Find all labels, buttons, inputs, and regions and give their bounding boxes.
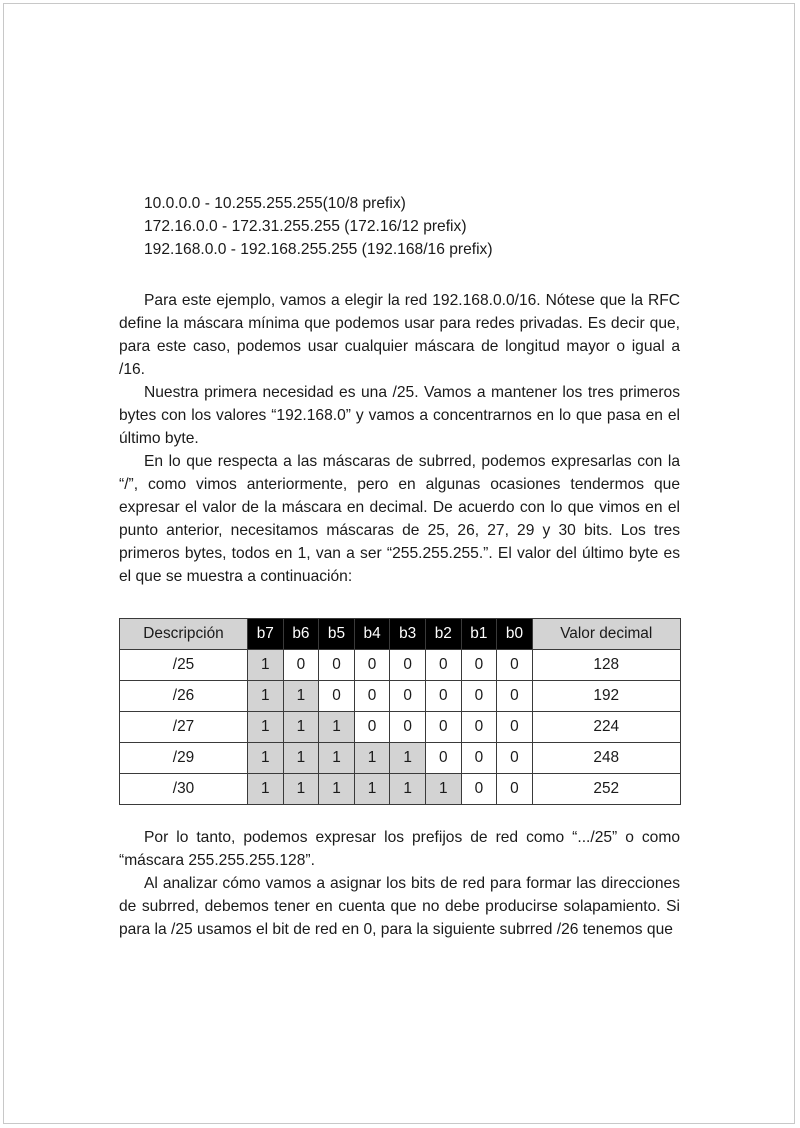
header-bit: b3	[390, 619, 426, 650]
cell-bit: 0	[390, 681, 426, 712]
header-bit: b2	[425, 619, 461, 650]
cell-bit: 0	[425, 743, 461, 774]
paragraph-prefix-expression: Por lo tanto, podemos expresar los prefijos de red como “.../25” o como “máscara 255.255.255.128”.	[119, 829, 680, 869]
cell-bit: 0	[319, 650, 355, 681]
cell-bit: 0	[497, 650, 533, 681]
table-row	[120, 650, 681, 681]
paragraph-subnet-masks: En lo que respecta a las máscaras de subrred, podemos expresarlas con la “/”, como vimos anteriormente, pero en algunas ocasiones tendermos que expresar el valor de la máscara en decimal. De acuerdo con lo que vimos en el punto anterior, necesitamos máscaras de 25, 26, 27, 29 y 30 bits. Los tres primeros bytes, todos en 1, van a ser “255.255.255.”. El valor del último byte es el que se muestra a continuación:	[119, 453, 680, 585]
document-body-top	[119, 190, 680, 588]
header-decimal: Valor decimal	[532, 619, 680, 650]
cell-description: /26	[120, 681, 248, 712]
cell-bit: 1	[248, 712, 284, 743]
cell-bit: 1	[390, 743, 426, 774]
document-body-bottom	[119, 826, 680, 941]
cell-bit: 0	[283, 650, 319, 681]
cell-bit: 1	[319, 743, 355, 774]
cell-decimal: 128	[532, 650, 680, 681]
cell-bit: 0	[461, 650, 497, 681]
header-bit: b7	[248, 619, 284, 650]
table-row	[120, 774, 681, 805]
cell-bit: 0	[354, 681, 390, 712]
cell-bit: 0	[497, 774, 533, 805]
cell-bit: 1	[248, 743, 284, 774]
cell-bit: 1	[283, 681, 319, 712]
cell-bit: 0	[354, 650, 390, 681]
paragraph-first-need: Nuestra primera necesidad es una /25. Vamos a mantener los tres primeros bytes con los valores “192.168.0” y vamos a concentrarnos en lo que pasa en el último byte.	[119, 384, 680, 447]
cell-description: /27	[120, 712, 248, 743]
cell-decimal: 252	[532, 774, 680, 805]
cell-bit: 0	[461, 681, 497, 712]
cell-bit: 1	[283, 743, 319, 774]
cell-bit: 1	[283, 774, 319, 805]
cell-bit: 0	[461, 774, 497, 805]
cell-bit: 1	[248, 774, 284, 805]
range-line-10: 10.0.0.0 - 10.255.255.255(10/8 prefix)	[144, 195, 406, 212]
cell-bit: 0	[390, 650, 426, 681]
cell-bit: 0	[425, 681, 461, 712]
cell-bit: 0	[461, 712, 497, 743]
range-line-172: 172.16.0.0 - 172.31.255.255 (172.16/12 prefix)	[144, 218, 467, 235]
private-address-ranges	[119, 192, 680, 261]
paragraph-overlap: Al analizar cómo vamos a asignar los bits de red para formar las direcciones de subrred, debemos tener en cuenta que no debe producirse solapamiento. Si para la /25 usamos el bit de red en 0, para la siguiente subrred /26 tenemos que	[119, 875, 680, 938]
cell-description: /29	[120, 743, 248, 774]
table-row	[120, 743, 681, 774]
cell-bit: 1	[425, 774, 461, 805]
header-bit: b5	[319, 619, 355, 650]
cell-bit: 1	[248, 650, 284, 681]
cell-bit: 0	[497, 712, 533, 743]
cell-bit: 0	[461, 743, 497, 774]
table-row	[120, 681, 681, 712]
cell-bit: 0	[390, 712, 426, 743]
header-bit: b4	[354, 619, 390, 650]
cell-bit: 0	[354, 712, 390, 743]
cell-bit: 1	[283, 712, 319, 743]
cell-bit: 1	[319, 712, 355, 743]
cell-decimal: 224	[532, 712, 680, 743]
header-bit: b1	[461, 619, 497, 650]
cell-bit: 0	[497, 681, 533, 712]
cell-decimal: 248	[532, 743, 680, 774]
cell-bit: 0	[497, 743, 533, 774]
table-body	[120, 650, 681, 805]
cell-bit: 0	[319, 681, 355, 712]
cell-bit: 1	[390, 774, 426, 805]
mask-bits-table	[119, 618, 681, 805]
cell-bit: 1	[354, 743, 390, 774]
table-row	[120, 712, 681, 743]
header-bit: b6	[283, 619, 319, 650]
header-bit: b0	[497, 619, 533, 650]
cell-bit: 1	[354, 774, 390, 805]
cell-decimal: 192	[532, 681, 680, 712]
cell-description: /25	[120, 650, 248, 681]
cell-bit: 0	[425, 650, 461, 681]
cell-bit: 1	[248, 681, 284, 712]
header-description: Descripción	[120, 619, 248, 650]
table-header-row	[120, 619, 681, 650]
cell-description: /30	[120, 774, 248, 805]
cell-bit: 0	[425, 712, 461, 743]
cell-bit: 1	[319, 774, 355, 805]
range-line-192: 192.168.0.0 - 192.168.255.255 (192.168/16 prefix)	[144, 241, 493, 258]
paragraph-network-choice: Para este ejemplo, vamos a elegir la red 192.168.0.0/16. Nótese que la RFC define la máscara mínima que podemos usar para redes privadas. Es decir que, para este caso, podemos usar cualquier máscara de longitud mayor o igual a /16.	[119, 292, 680, 378]
